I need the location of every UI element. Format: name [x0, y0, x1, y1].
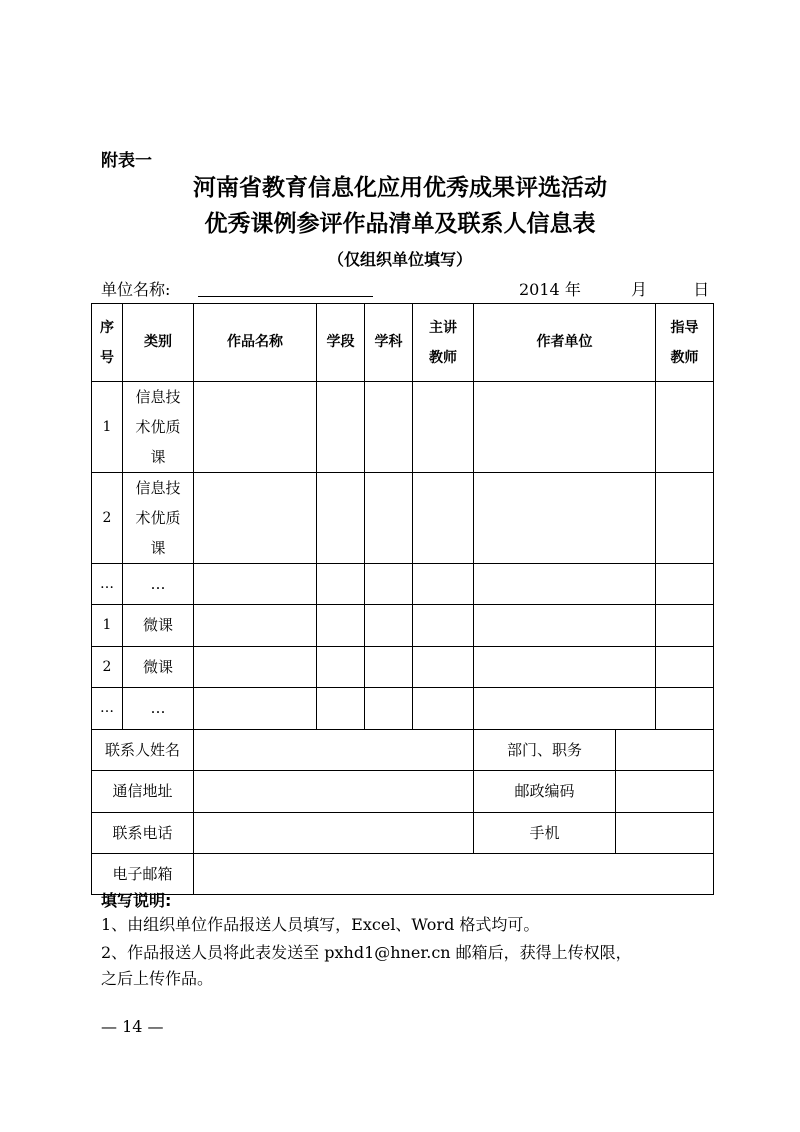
stage-cell[interactable]	[317, 473, 365, 564]
teacher-cell[interactable]	[413, 473, 474, 564]
stage-cell[interactable]	[317, 688, 365, 730]
header-seq: 序 号	[92, 304, 123, 382]
row-category: 信息技 术优质 课	[123, 473, 194, 564]
attachment-label: 附表一	[101, 151, 152, 171]
row-seq: 1	[92, 605, 123, 647]
header-advisor: 指导 教师	[656, 304, 714, 382]
work-name-cell[interactable]	[194, 564, 317, 605]
stage-cell[interactable]	[317, 605, 365, 647]
mobile-field[interactable]	[616, 813, 714, 854]
contact-row-phone	[92, 813, 714, 854]
author-unit-cell[interactable]	[474, 605, 656, 647]
stage-cell[interactable]	[317, 564, 365, 605]
work-name-cell[interactable]	[194, 382, 317, 473]
author-unit-cell[interactable]	[474, 473, 656, 564]
unit-name-label: 单位名称:	[101, 280, 171, 299]
address-field[interactable]	[194, 771, 474, 813]
row-category: 微课	[123, 647, 194, 688]
row-category: …	[123, 564, 194, 605]
subject-cell[interactable]	[365, 688, 413, 730]
mobile-label: 手机	[474, 813, 616, 854]
row-seq: …	[92, 688, 123, 730]
work-name-cell[interactable]	[194, 473, 317, 564]
table-row	[92, 688, 714, 730]
work-name-cell[interactable]	[194, 647, 317, 688]
date-year-unit: 年	[564, 280, 581, 299]
teacher-cell[interactable]	[413, 688, 474, 730]
address-label: 通信地址	[92, 771, 194, 813]
author-unit-cell[interactable]	[474, 647, 656, 688]
teacher-cell[interactable]	[413, 564, 474, 605]
header-teacher: 主讲 教师	[413, 304, 474, 382]
document-title-line-1: 河南省教育信息化应用优秀成果评选活动	[193, 175, 607, 201]
note-line-1: 1、由组织单位作品报送人员填写，Excel、Word 格式均可。	[101, 915, 540, 934]
contact-row-address	[92, 771, 714, 813]
header-subject: 学科	[365, 304, 413, 382]
subject-cell[interactable]	[365, 605, 413, 647]
date-month-unit: 月	[631, 280, 648, 299]
table-row	[92, 473, 714, 564]
contact-name-field[interactable]	[194, 730, 474, 771]
header-category: 类别	[123, 304, 194, 382]
header-author-unit: 作者单位	[474, 304, 656, 382]
advisor-cell[interactable]	[656, 647, 714, 688]
table-row	[92, 605, 714, 647]
document-subtitle: （仅组织单位填写）	[327, 250, 472, 269]
row-category: 微课	[123, 605, 194, 647]
header-stage: 学段	[317, 304, 365, 382]
page-number: — 14 —	[101, 1017, 164, 1036]
row-seq: 1	[92, 382, 123, 473]
table-row	[92, 564, 714, 605]
table-row	[92, 647, 714, 688]
subject-cell[interactable]	[365, 382, 413, 473]
author-unit-cell[interactable]	[474, 688, 656, 730]
author-unit-cell[interactable]	[474, 382, 656, 473]
contact-name-label: 联系人姓名	[92, 730, 194, 771]
advisor-cell[interactable]	[656, 473, 714, 564]
table-header-row	[92, 304, 714, 382]
phone-label: 联系电话	[92, 813, 194, 854]
contact-row-email	[92, 854, 714, 895]
postcode-label: 邮政编码	[474, 771, 616, 813]
advisor-cell[interactable]	[656, 605, 714, 647]
subject-cell[interactable]	[365, 564, 413, 605]
email-field[interactable]	[194, 854, 714, 895]
row-seq: 2	[92, 647, 123, 688]
row-seq: …	[92, 564, 123, 605]
row-category: 信息技 术优质 课	[123, 382, 194, 473]
row-seq: 2	[92, 473, 123, 564]
document-title-line-2: 优秀课例参评作品清单及联系人信息表	[204, 211, 596, 237]
teacher-cell[interactable]	[413, 382, 474, 473]
unit-name-field[interactable]	[198, 296, 373, 297]
contact-row-name	[92, 730, 714, 771]
note-line-3: 之后上传作品。	[101, 969, 214, 988]
date-year: 2014	[519, 280, 560, 299]
subject-cell[interactable]	[365, 473, 413, 564]
teacher-cell[interactable]	[413, 605, 474, 647]
note-line-2: 2、作品报送人员将此表发送至 pxhd1@hner.cn 邮箱后，获得上传权限，	[101, 943, 632, 962]
date-line	[519, 277, 709, 300]
subject-cell[interactable]	[365, 647, 413, 688]
work-name-cell[interactable]	[194, 688, 317, 730]
teacher-cell[interactable]	[413, 647, 474, 688]
phone-field[interactable]	[194, 813, 474, 854]
work-name-cell[interactable]	[194, 605, 317, 647]
table-row	[92, 382, 714, 473]
advisor-cell[interactable]	[656, 564, 714, 605]
works-list-table	[91, 303, 714, 895]
header-work-name: 作品名称	[194, 304, 317, 382]
advisor-cell[interactable]	[656, 688, 714, 730]
dept-position-field[interactable]	[616, 730, 714, 771]
notes-title: 填写说明:	[101, 891, 172, 910]
advisor-cell[interactable]	[656, 382, 714, 473]
dept-position-label: 部门、职务	[474, 730, 616, 771]
row-category: …	[123, 688, 194, 730]
stage-cell[interactable]	[317, 647, 365, 688]
stage-cell[interactable]	[317, 382, 365, 473]
postcode-field[interactable]	[616, 771, 714, 813]
email-label: 电子邮箱	[92, 854, 194, 895]
date-day-unit: 日	[693, 280, 710, 299]
author-unit-cell[interactable]	[474, 564, 656, 605]
